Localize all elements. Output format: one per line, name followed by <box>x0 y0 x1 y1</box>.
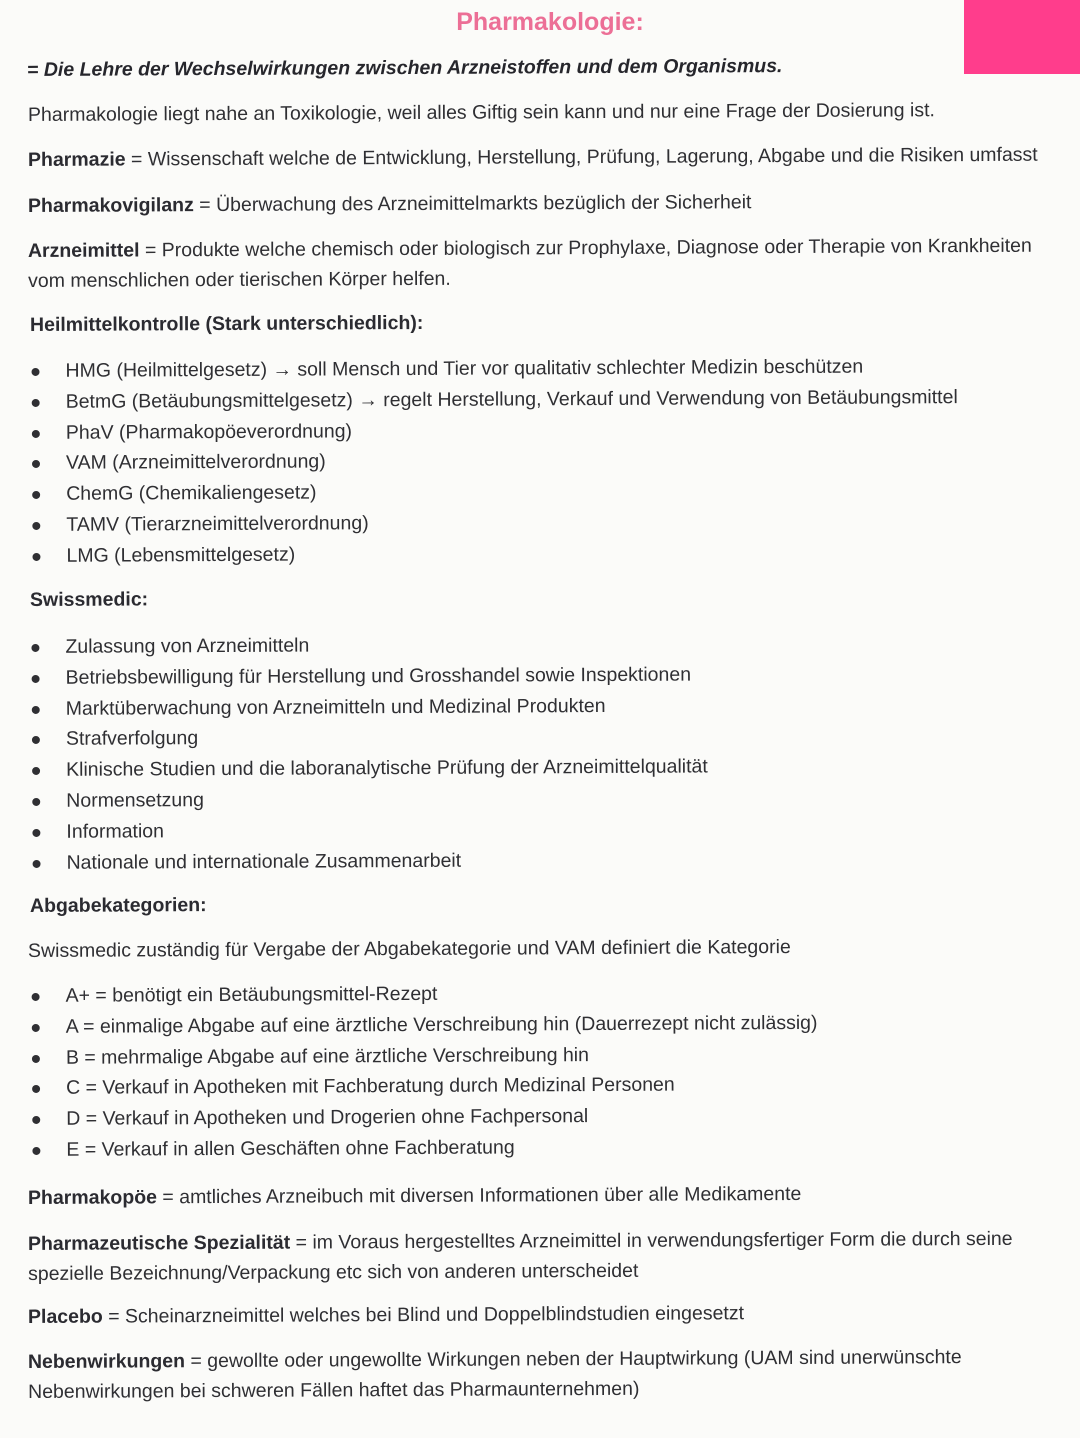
list-item: A+ = benötigt ein Betäubungsmittel-Rezept <box>28 976 1058 1012</box>
definition-term: Pharmakovigilanz <box>27 194 194 217</box>
definition-term: Arzneimittel <box>27 239 140 263</box>
list-item: E = Verkauf in allen Geschäften ohne Fachberatung <box>28 1130 1058 1166</box>
list-item: VAM (Arzneimittelverordnung) <box>28 443 1058 479</box>
definition-placebo <box>28 1297 1073 1332</box>
definition-term: Nebenwirkungen <box>27 1350 186 1373</box>
definition-arzneimittel <box>28 231 1073 296</box>
definition-pharmazie <box>28 140 1073 175</box>
definition-term: Placebo <box>27 1305 103 1328</box>
list-item: B = mehrmalige Abgabe auf eine ärztliche Verschreibung hin <box>28 1037 1058 1073</box>
definition-text: = Produkte welche chemisch oder biologisch zur Prophylaxe, Diagnose oder Therapie von Krankheiten vom menschlichen oder tierischen Körper helfen. <box>28 234 1032 292</box>
list-item: Nationale und internationale Zusammenarbeit <box>28 842 1058 878</box>
definition-text: = Wissenschaft welche de Entwicklung, Herstellung, Prüfung, Lagerung, Abgabe und die Risiken umfasst <box>125 143 1038 171</box>
swissmedic-list <box>27 627 1058 879</box>
definition-text: = gewollte oder ungewollte Wirkungen neben der Hauptwirkung (UAM sind unerwünschte Nebenwirkungen bei schweren Fällen haftet das Pharmaunternehmen) <box>28 1346 962 1403</box>
definition-term: Pharmazeutische Spezialität <box>27 1231 291 1255</box>
definition-pharmakovigilanz <box>28 186 1073 221</box>
definition-text: = Scheinarzneimittel welches bei Blind und Doppelblindstudien eingesetzt <box>102 1302 745 1328</box>
definition-text: = amtliches Arzneibuch mit diversen Informationen über alle Medikamente <box>156 1182 802 1209</box>
list-item: A = einmalige Abgabe auf eine ärztliche Verschreibung hin (Dauerrezept nicht zulässig) <box>28 1006 1058 1042</box>
swissmedic-heading: Swissmedic: <box>29 588 149 611</box>
list-item: Marktüberwachung von Arzneimitteln und Medizinal Produkten <box>28 688 1058 724</box>
subtitle-definition: = Die Lehre der Wechselwirkungen zwischen Arzneistoffen und dem Organismus. <box>26 55 783 81</box>
list-item: Normensetzung <box>28 781 1058 817</box>
definition-text: = Überwachung des Arzneimittelmarkts bezüglich der Sicherheit <box>193 191 752 217</box>
list-item: Information <box>28 811 1058 847</box>
list-item: Strafverfolgung <box>28 719 1058 755</box>
abgabe-intro: Swissmedic zuständig für Vergabe der Abgabekategorie und VAM definiert die Kategorie <box>27 936 791 962</box>
abgabe-list <box>28 976 1059 1166</box>
list-item: Betriebsbewilligung für Herstellung und Grosshandel sowie Inspektionen <box>28 657 1058 693</box>
list-item: C = Verkauf in Apotheken mit Fachberatung durch Medizinal Personen <box>28 1068 1058 1104</box>
list-item: ChemG (Chemikaliengesetz) <box>28 474 1058 510</box>
definition-nebenwirkungen <box>28 1342 1073 1407</box>
heilmittel-heading: Heilmittelkontrolle (Stark unterschiedlich): <box>29 311 424 336</box>
heilmittel-list <box>27 351 1058 572</box>
definition-term: Pharmakopöe <box>27 1186 158 1209</box>
list-item: D = Verkauf in Apotheken und Drogerien ohne Fachpersonal <box>28 1099 1058 1135</box>
list-item: Zulassung von Arzneimitteln <box>27 627 1057 663</box>
definition-text: = im Voraus hergestelltes Arzneimittel in verwendungsfertiger Form die durch seine spezielle Bezeichnung/Verpackung etc sich von anderen unterscheidet <box>28 1227 1013 1285</box>
abgabe-heading: Abgabekategorien: <box>29 894 207 917</box>
list-item: TAMV (Tierarzneimittelverordnung) <box>28 505 1058 541</box>
page-title: Pharmakologie: <box>456 8 644 36</box>
list-item: LMG (Lebensmittelgesetz) <box>28 535 1058 571</box>
definition-term: Pharmazie <box>27 148 126 171</box>
intro-paragraph: Pharmakologie liegt nahe an Toxikologie, weil alles Giftig sein kann und nur eine Frage der Dosierung ist. <box>27 99 935 126</box>
list-item: HMG (Heilmittelgesetz) → soll Mensch und Tier vor qualitativ schlechter Medizin beschützen <box>27 351 1057 387</box>
list-item: Klinische Studien und die laboranalytische Prüfung der Arzneimittelqualität <box>28 750 1058 786</box>
definition-pharmakopoee <box>28 1178 1073 1213</box>
list-item: PhaV (Pharmakopöeverordnung) <box>28 412 1058 448</box>
definition-spezialitaet <box>28 1224 1073 1289</box>
list-item: BetmG (Betäubungsmittelgesetz) → regelt Herstellung, Verkauf und Verwendung von Betäubungsmittel <box>28 381 1058 417</box>
